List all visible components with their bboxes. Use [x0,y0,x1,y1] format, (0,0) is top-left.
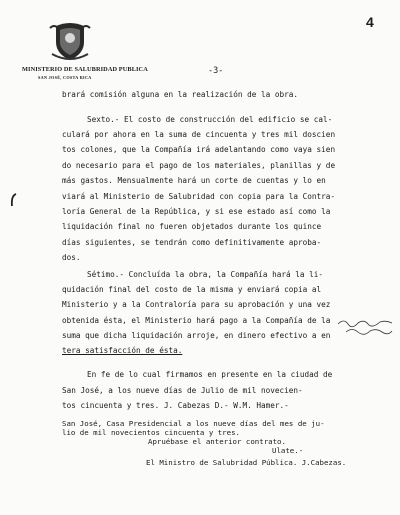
body-line: tos colones, que la Compañía irá adelantando como vaya sien [62,145,336,154]
body-line: quidación final del costo de la misma y enviará copia al [62,285,322,294]
body-line: tera satisfacción de ésta. [62,346,183,355]
body-line: San José, a los nueve días de Julio de mil novecien- [62,386,303,395]
approval-line: Apruébase el anterior contrato. [148,437,286,446]
handwritten-margin-note [336,316,396,338]
body-line: viará al Ministerio de Salubridad con copia para la Contra- [62,192,336,201]
body-line: Sexto.- El costo de construcción del edificio se cal- [87,115,333,124]
body-line: más gastos. Mensualmente hará un corte de cuentas y lo en [62,176,326,185]
body-line: días siguientes, se tendrán como definitivamente aproba- [62,238,322,247]
body-line: obtenida ésta, el Ministerio hará pago a la Compañía de la [62,316,331,325]
city-header: SAN JOSÉ, COSTA RICA [38,75,92,80]
body-line: culará por ahora en la suma de cincuenta y tres mil doscien [62,130,336,139]
ministry-header: MINISTERIO DE SALUBRIDAD PUBLICA [22,66,148,73]
body-line: tos cincuenta y tres. J. Cabezas D.- W.M. Hamer.- [62,401,289,410]
body-line: dos. [62,253,81,262]
sheet-number: 4 [366,14,374,30]
body-line: Sétimo.- Concluída la obra, la Compañía hará la li- [87,270,324,279]
closing-line: lio de mil novecientos cincuenta y tres. [62,428,240,437]
body-line: brará comisión alguna en la realización de la obra. [62,90,299,99]
body-line: liquidación final no fueren objetados durante los quince [62,222,322,231]
closing-line: San José, Casa Presidencial a los nueve días del mes de ju- [62,419,325,428]
coat-of-arms-seal-icon [48,20,92,62]
body-line: do necesario para el pago de los materiales, planillas y de [62,161,336,170]
body-line: suma que dicha liquidación arroje, en dinero efectivo a en [62,331,331,340]
body-line: loría General de la República, y si ese estado así como la [62,207,331,216]
signature-minister: El Ministro de Salubridad Pública. J.Cabezas. [146,458,347,467]
body-line: En fe de lo cual firmamos en presente en la ciudad de [87,370,333,379]
signature-ulate: Ulate.- [272,446,304,455]
page-number: -3- [208,66,224,76]
margin-ink-mark [9,192,19,208]
body-line: Ministerio y a la Contraloría para su aprobación y una vez [62,300,331,309]
